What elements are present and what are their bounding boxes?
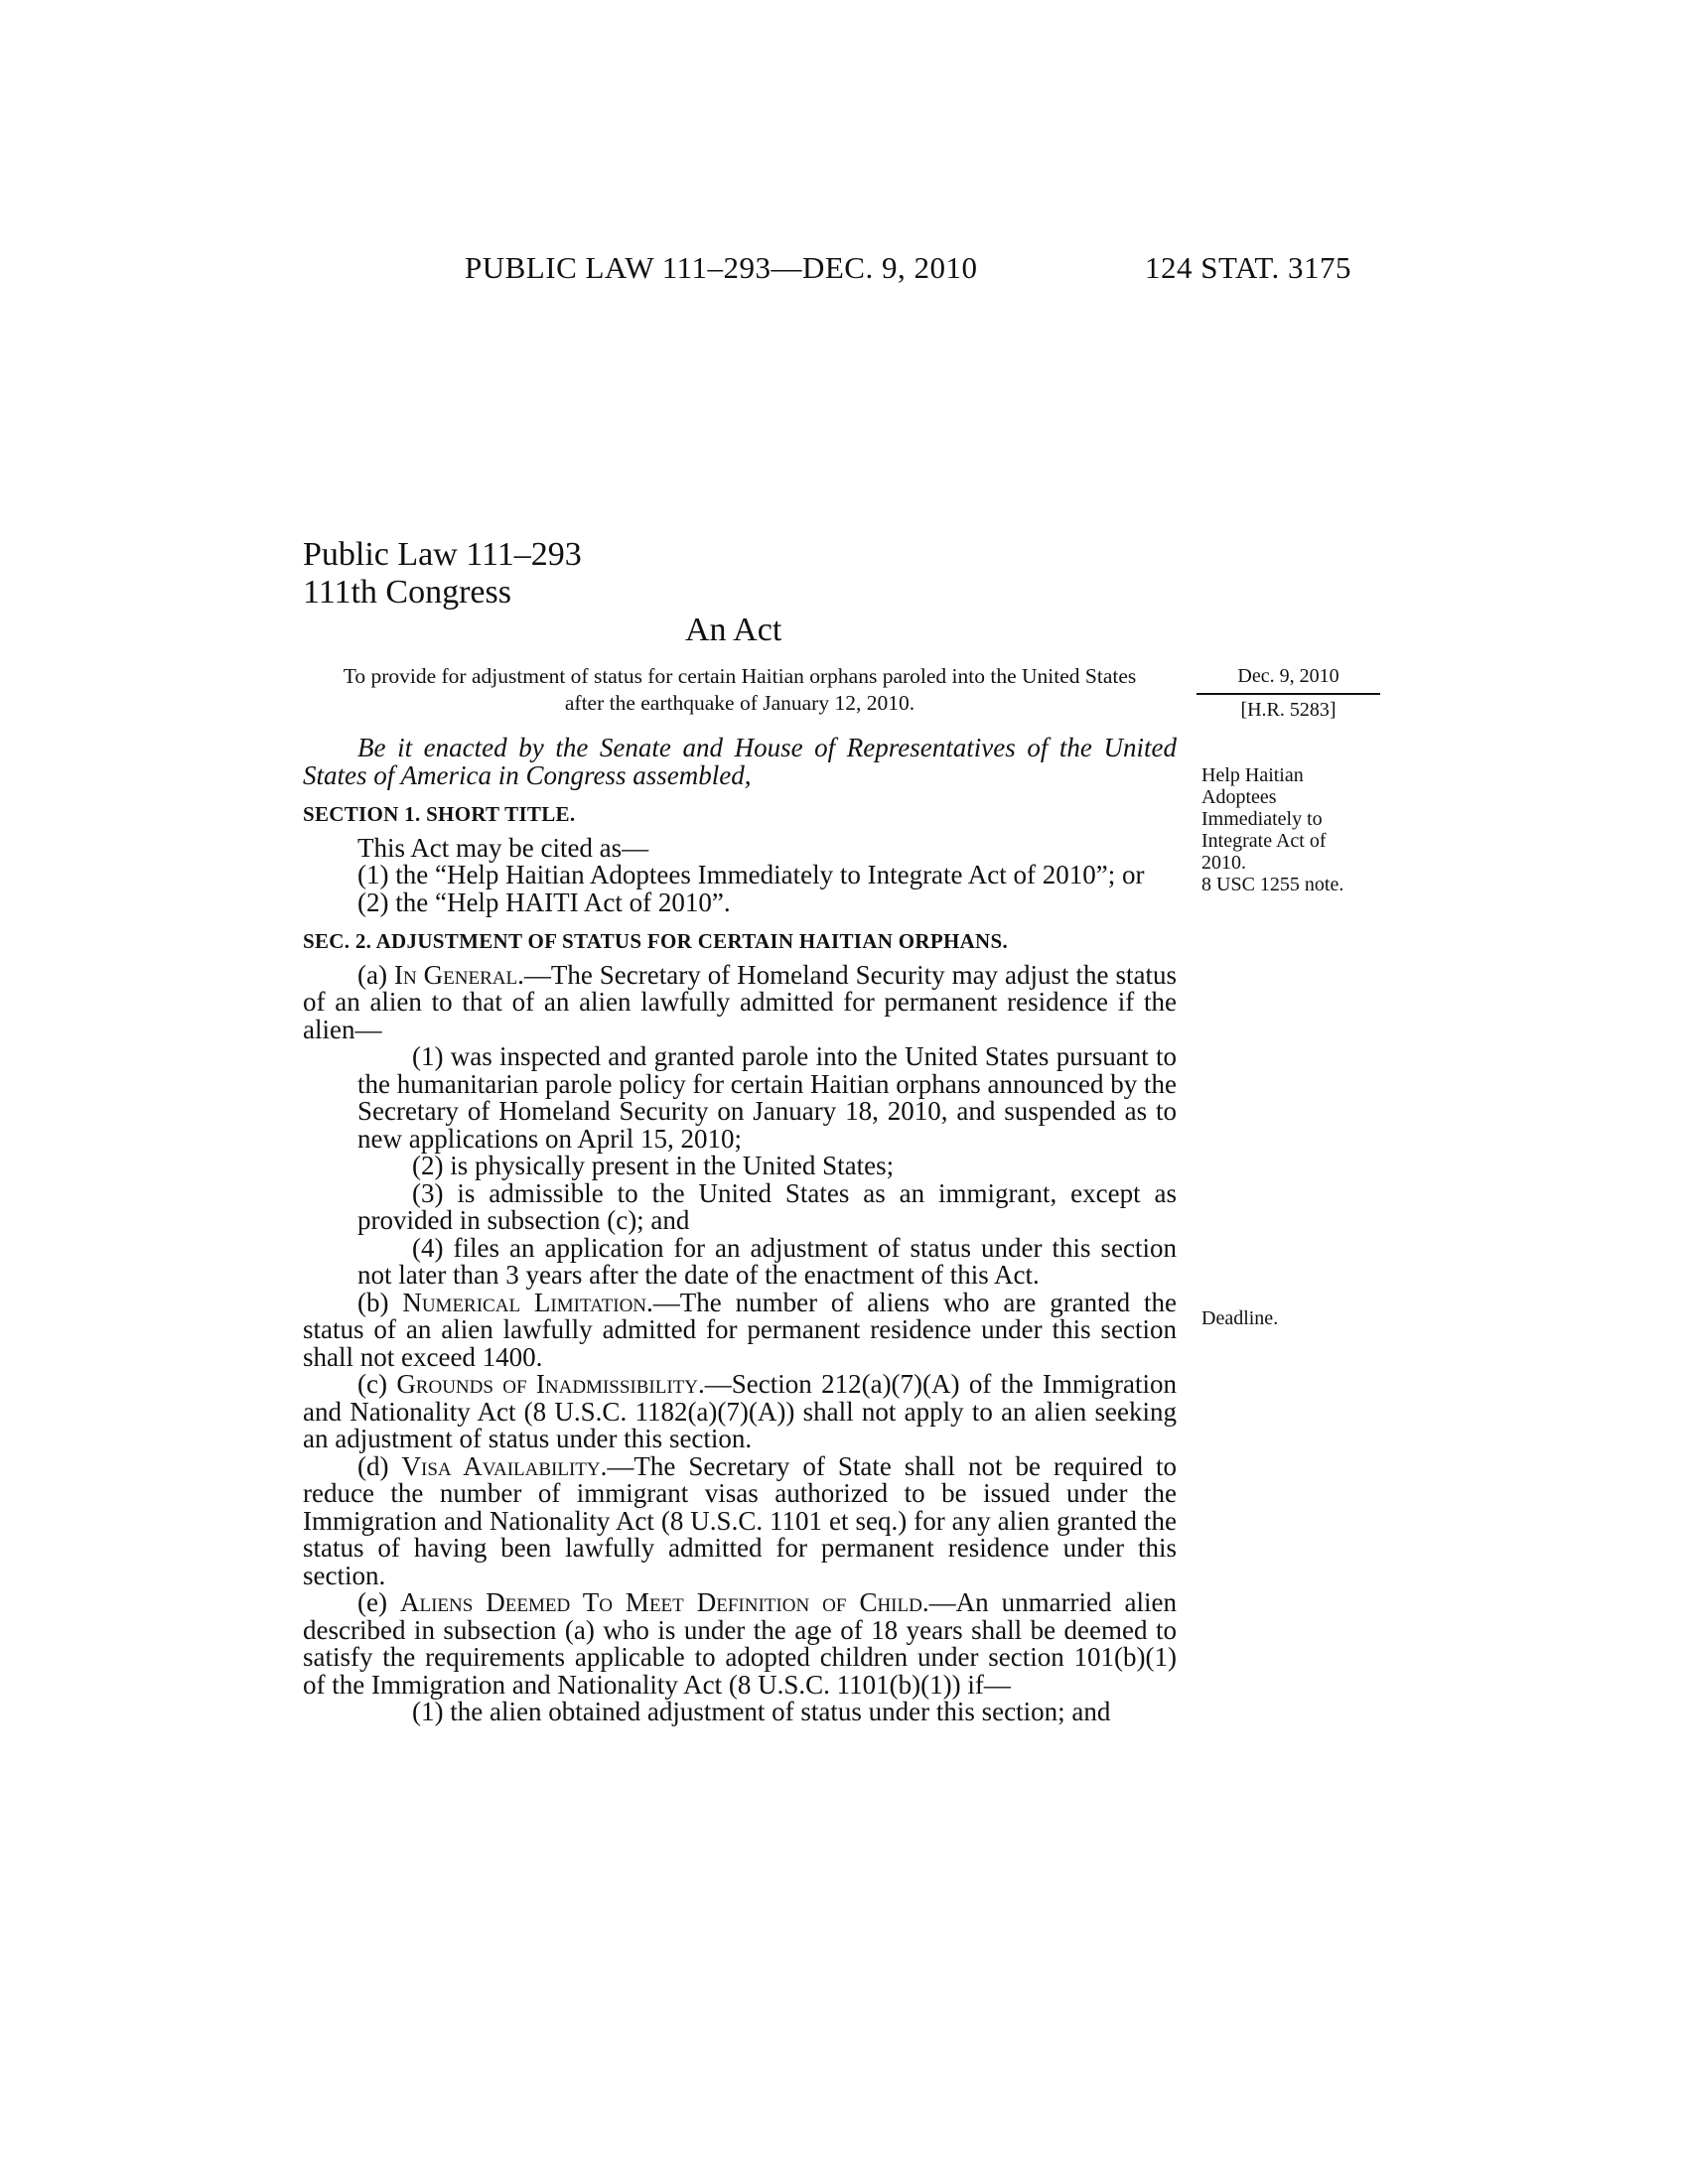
subsection-e-label: (e) — [357, 1587, 400, 1617]
subsection-d-label: (d) — [357, 1450, 402, 1481]
running-header-right: 124 STAT. 3175 — [1145, 250, 1352, 285]
enactment-date: Dec. 9, 2010 — [1237, 665, 1339, 687]
subsection-a-label: (a) — [357, 959, 394, 990]
section-1-item-1 — [303, 862, 1177, 889]
subsection-b-label: (b) — [357, 1287, 403, 1317]
section-1-intro: This Act may be cited as— — [357, 832, 649, 863]
subsection-c — [303, 1371, 1177, 1453]
subsection-b-text: .—The number of aliens who are granted the status of an alien lawfully admitted for permanent residence under this section shall not exceed 1400. — [303, 1287, 1177, 1372]
section-1-item-2: (2) the “Help HAITI Act of 2010”. — [357, 887, 731, 917]
enacting-clause: Be it enacted by the Senate and House of Representatives of the United States of America in Congress assembled, — [303, 733, 1177, 790]
subsection-e-text: .—An unmarried alien described in subsection (a) who is under the age of 18 years shall be deemed to satisfy the requirements applicable to adopted children under section 101(b)(1) of the Immigration and Nationality Act (8 U.S.C. 1101(b)(1)) if— — [303, 1587, 1178, 1700]
subsection-e-caption: Aliens Deemed To Meet Definition of Child — [399, 1587, 922, 1617]
subsection-c-caption: Grounds of Inadmissibility — [396, 1369, 699, 1399]
section-1-heading: SECTION 1. SHORT TITLE. — [303, 802, 576, 826]
paragraph-a4: (4) files an application for an adjustment of status under this section not later than 3 years after the date of the enactment of this Act. — [357, 1232, 1177, 1290]
main-text — [303, 735, 1177, 1726]
subsection-d — [303, 1450, 1178, 1590]
section-2-heading: SEC. 2. ADJUSTMENT OF STATUS FOR CERTAIN HAITIAN ORPHANS. — [303, 929, 1009, 953]
purpose-statement: To provide for adjustment of status for certain Haitian orphans paroled into the United States after the earthquake of January 12, 2010. — [343, 664, 1137, 715]
public-law-number: Public Law 111–293 — [303, 536, 582, 573]
subsection-d-caption: Visa Availability — [401, 1450, 601, 1481]
subsection-c-text: .—Section 212(a)(7)(A) of the Immigration and Nationality Act (8 U.S.C. 1182(a)(7)(A)) shall not apply to an alien seeking an adjustment of status under this section. — [303, 1369, 1177, 1453]
short-title-margin-note: Help Haitian Adoptees Immediately to Integrate Act of 2010. — [1201, 764, 1327, 874]
section-1-item-1-text: (1) the “Help Haitian Adoptees Immediately to Integrate Act of 2010”; or — [357, 860, 1145, 889]
subsection-b — [303, 1287, 1177, 1372]
running-header-left: PUBLIC LAW 111–293—DEC. 9, 2010 — [465, 250, 978, 285]
margin-rule — [1196, 693, 1380, 695]
subsection-b-caption: Numerical Limitation — [402, 1287, 647, 1317]
bill-number: [H.R. 5283] — [1240, 699, 1336, 721]
subsection-c-label: (c) — [357, 1369, 397, 1399]
usc-margin-note: 8 USC 1255 note. — [1201, 874, 1344, 895]
paragraph-e1: (1) the alien obtained adjustment of status under this section; and — [412, 1697, 1111, 1726]
subsection-d-text: .—The Secretary of State shall not be required to reduce the number of immigrant visas authorized to be issued under the Immigration and Nationality Act (8 U.S.C. 1101 et seq.) for any alien granted the status of having been lawfully admitted for permanent residence under this section. — [303, 1450, 1178, 1590]
enactment-date-note — [1196, 665, 1380, 721]
paragraph-a2: (2) is physically present in the United States; — [412, 1151, 895, 1180]
subsection-a-text: .—The Secretary of Homeland Security may adjust the status of an alien to that of an alien lawfully admitted for permanent residence if the alien— — [303, 959, 1177, 1044]
subsection-e — [303, 1589, 1177, 1699]
subsection-a — [303, 959, 1177, 1044]
subsection-a-caption: In General — [393, 959, 518, 990]
deadline-margin-note: Deadline. — [1201, 1307, 1279, 1329]
paragraph-a3: (3) is admissible to the United States as an immigrant, except as provided in subsection (c); and — [357, 1177, 1177, 1235]
act-heading: An Act — [685, 612, 782, 648]
congress-number: 111th Congress — [303, 574, 511, 611]
law-title-block — [303, 536, 582, 612]
paragraph-a1: (1) was inspected and granted parole into the United States pursuant to the humanitarian parole policy for certain Haitian orphans announced by the Secretary of Homeland Security on January 18, 2010, and suspended as to new applications on April 15, 2010; — [357, 1041, 1177, 1154]
